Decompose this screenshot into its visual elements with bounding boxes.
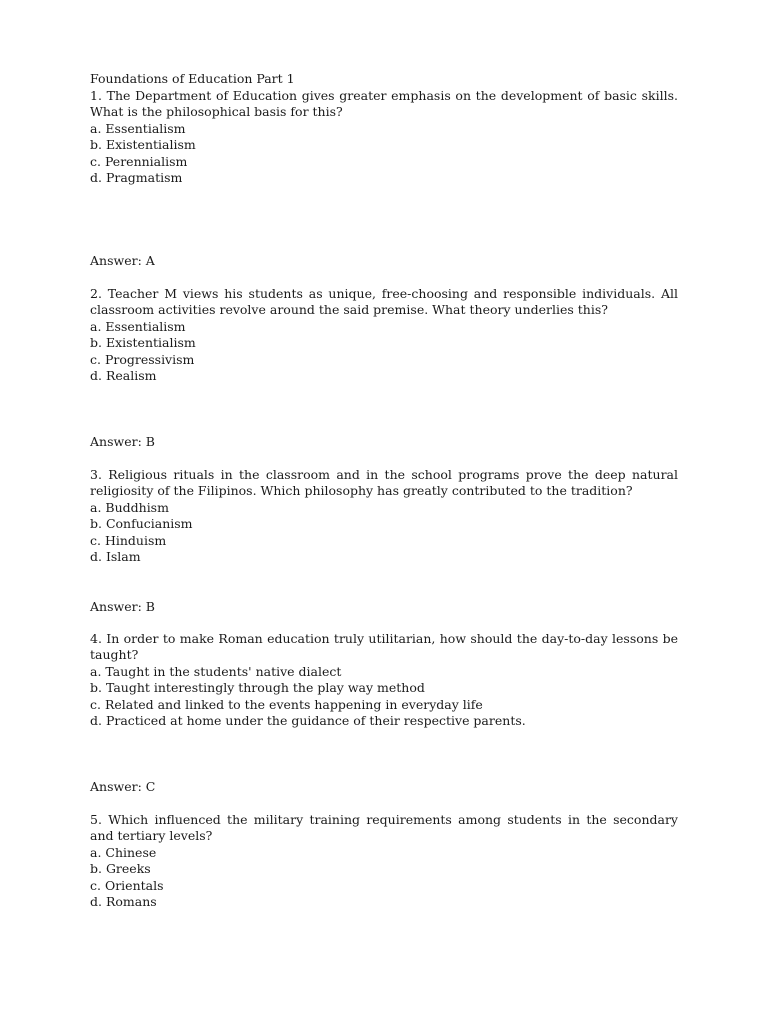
option-a: a. Taught in the students' native dialect <box>90 663 342 679</box>
answer-3: Answer: B <box>90 599 155 614</box>
question-2 <box>90 286 678 384</box>
option-d: d. Romans <box>90 894 157 910</box>
option-d: d. Realism <box>90 368 157 384</box>
option-b: b. Taught interestingly through the play way method <box>90 680 425 696</box>
question-text: 5. Which influenced the military training requirements among students in the secondary and tertiary levels? <box>90 812 678 844</box>
question-1 <box>90 88 678 186</box>
option-a: a. Buddhism <box>90 499 169 515</box>
option-b: b. Greeks <box>90 861 151 877</box>
option-c: c. Progressivism <box>90 351 195 367</box>
answer-1: Answer: A <box>90 253 155 268</box>
option-b: b. Confucianism <box>90 516 193 532</box>
option-b: b. Existentialism <box>90 137 196 153</box>
question-5 <box>90 812 678 910</box>
question-3 <box>90 467 678 565</box>
option-a: a. Essentialism <box>90 318 186 334</box>
question-text: 4. In order to make Roman education truly utilitarian, how should the day-to-day lessons be taught? <box>90 631 678 663</box>
option-c: c. Perennialism <box>90 153 188 169</box>
option-c: c. Orientals <box>90 877 164 893</box>
answer-4: Answer: C <box>90 779 156 794</box>
question-text: 2. Teacher M views his students as unique, free-choosing and responsible individuals. All classroom activities revolve around the said premise. What theory underlies this? <box>90 286 678 318</box>
option-d: d. Practiced at home under the guidance of their respective parents. <box>90 713 526 729</box>
document-title: Foundations of Education Part 1 <box>90 71 295 86</box>
question-text: 1. The Department of Education gives greater emphasis on the development of basic skills. What is the philosophical basis for this? <box>90 88 678 120</box>
option-a: a. Chinese <box>90 844 157 860</box>
answer-2: Answer: B <box>90 434 155 449</box>
option-d: d. Islam <box>90 549 141 565</box>
question-text: 3. Religious rituals in the classroom and in the school programs prove the deep natural religiosity of the Filipinos. Which philosophy has greatly contributed to the tradition? <box>90 467 678 499</box>
question-4 <box>90 631 678 729</box>
option-a: a. Essentialism <box>90 120 186 136</box>
option-b: b. Existentialism <box>90 335 196 351</box>
option-c: c. Related and linked to the events happening in everyday life <box>90 696 483 712</box>
option-d: d. Pragmatism <box>90 170 183 186</box>
option-c: c. Hinduism <box>90 532 167 548</box>
